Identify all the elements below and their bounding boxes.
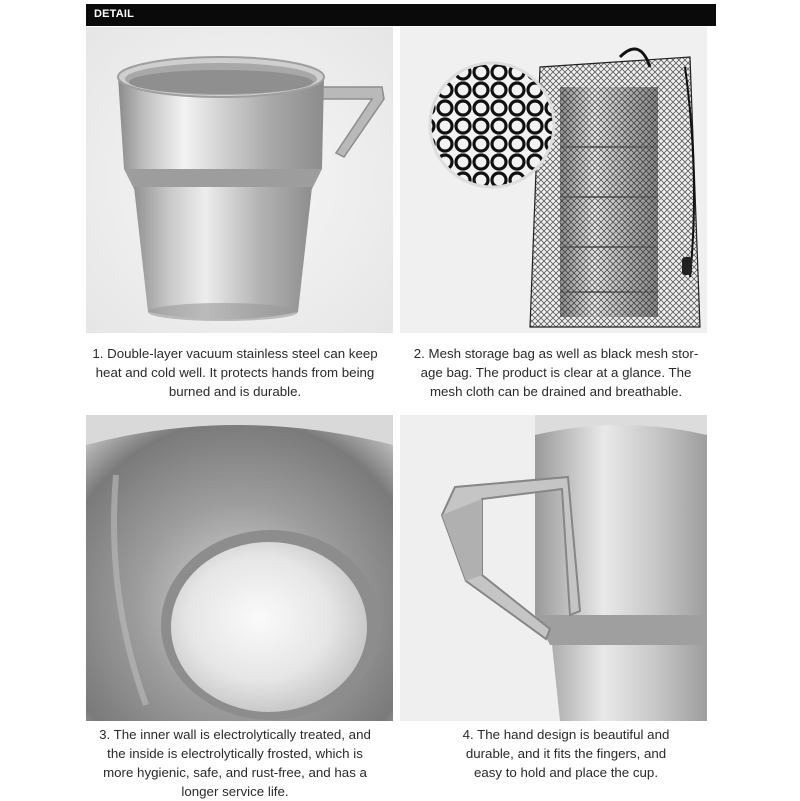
caption-1 bbox=[75, 344, 395, 401]
caption-line: 3. The inner wall is electrolytically treated, and bbox=[99, 727, 371, 742]
caption-line: more hygienic, safe, and rust-free, and has a bbox=[103, 765, 367, 780]
caption-line: mesh cloth can be drained and breathable. bbox=[429, 384, 683, 399]
caption-2 bbox=[396, 344, 716, 401]
header-title: DETAIL bbox=[94, 8, 135, 20]
cup-interior-photo bbox=[86, 415, 393, 721]
caption-line: burned and is durable. bbox=[168, 384, 302, 399]
caption-line: the inside is electrolytically frosted, which is bbox=[107, 746, 363, 761]
caption-4 bbox=[406, 725, 726, 782]
caption-line: heat and cold well. It protects hands from being bbox=[95, 365, 375, 380]
mug-photo bbox=[86, 27, 393, 333]
caption-line: durable, and it fits the fingers, and bbox=[465, 746, 667, 761]
caption-line: longer service life. bbox=[181, 784, 289, 799]
detail-header-bar bbox=[86, 4, 716, 26]
caption-3 bbox=[75, 725, 395, 801]
mesh-bag-photo bbox=[400, 27, 707, 333]
caption-line: 4. The hand design is beautiful and bbox=[462, 727, 670, 742]
handle-closeup-photo bbox=[400, 415, 707, 721]
caption-line: easy to hold and place the cup. bbox=[473, 765, 659, 780]
caption-line: age bag. The product is clear at a glance. The bbox=[420, 365, 692, 380]
caption-line: 2. Mesh storage bag as well as black mesh stor- bbox=[413, 346, 699, 361]
caption-line: 1. Double-layer vacuum stainless steel can keep bbox=[92, 346, 378, 361]
